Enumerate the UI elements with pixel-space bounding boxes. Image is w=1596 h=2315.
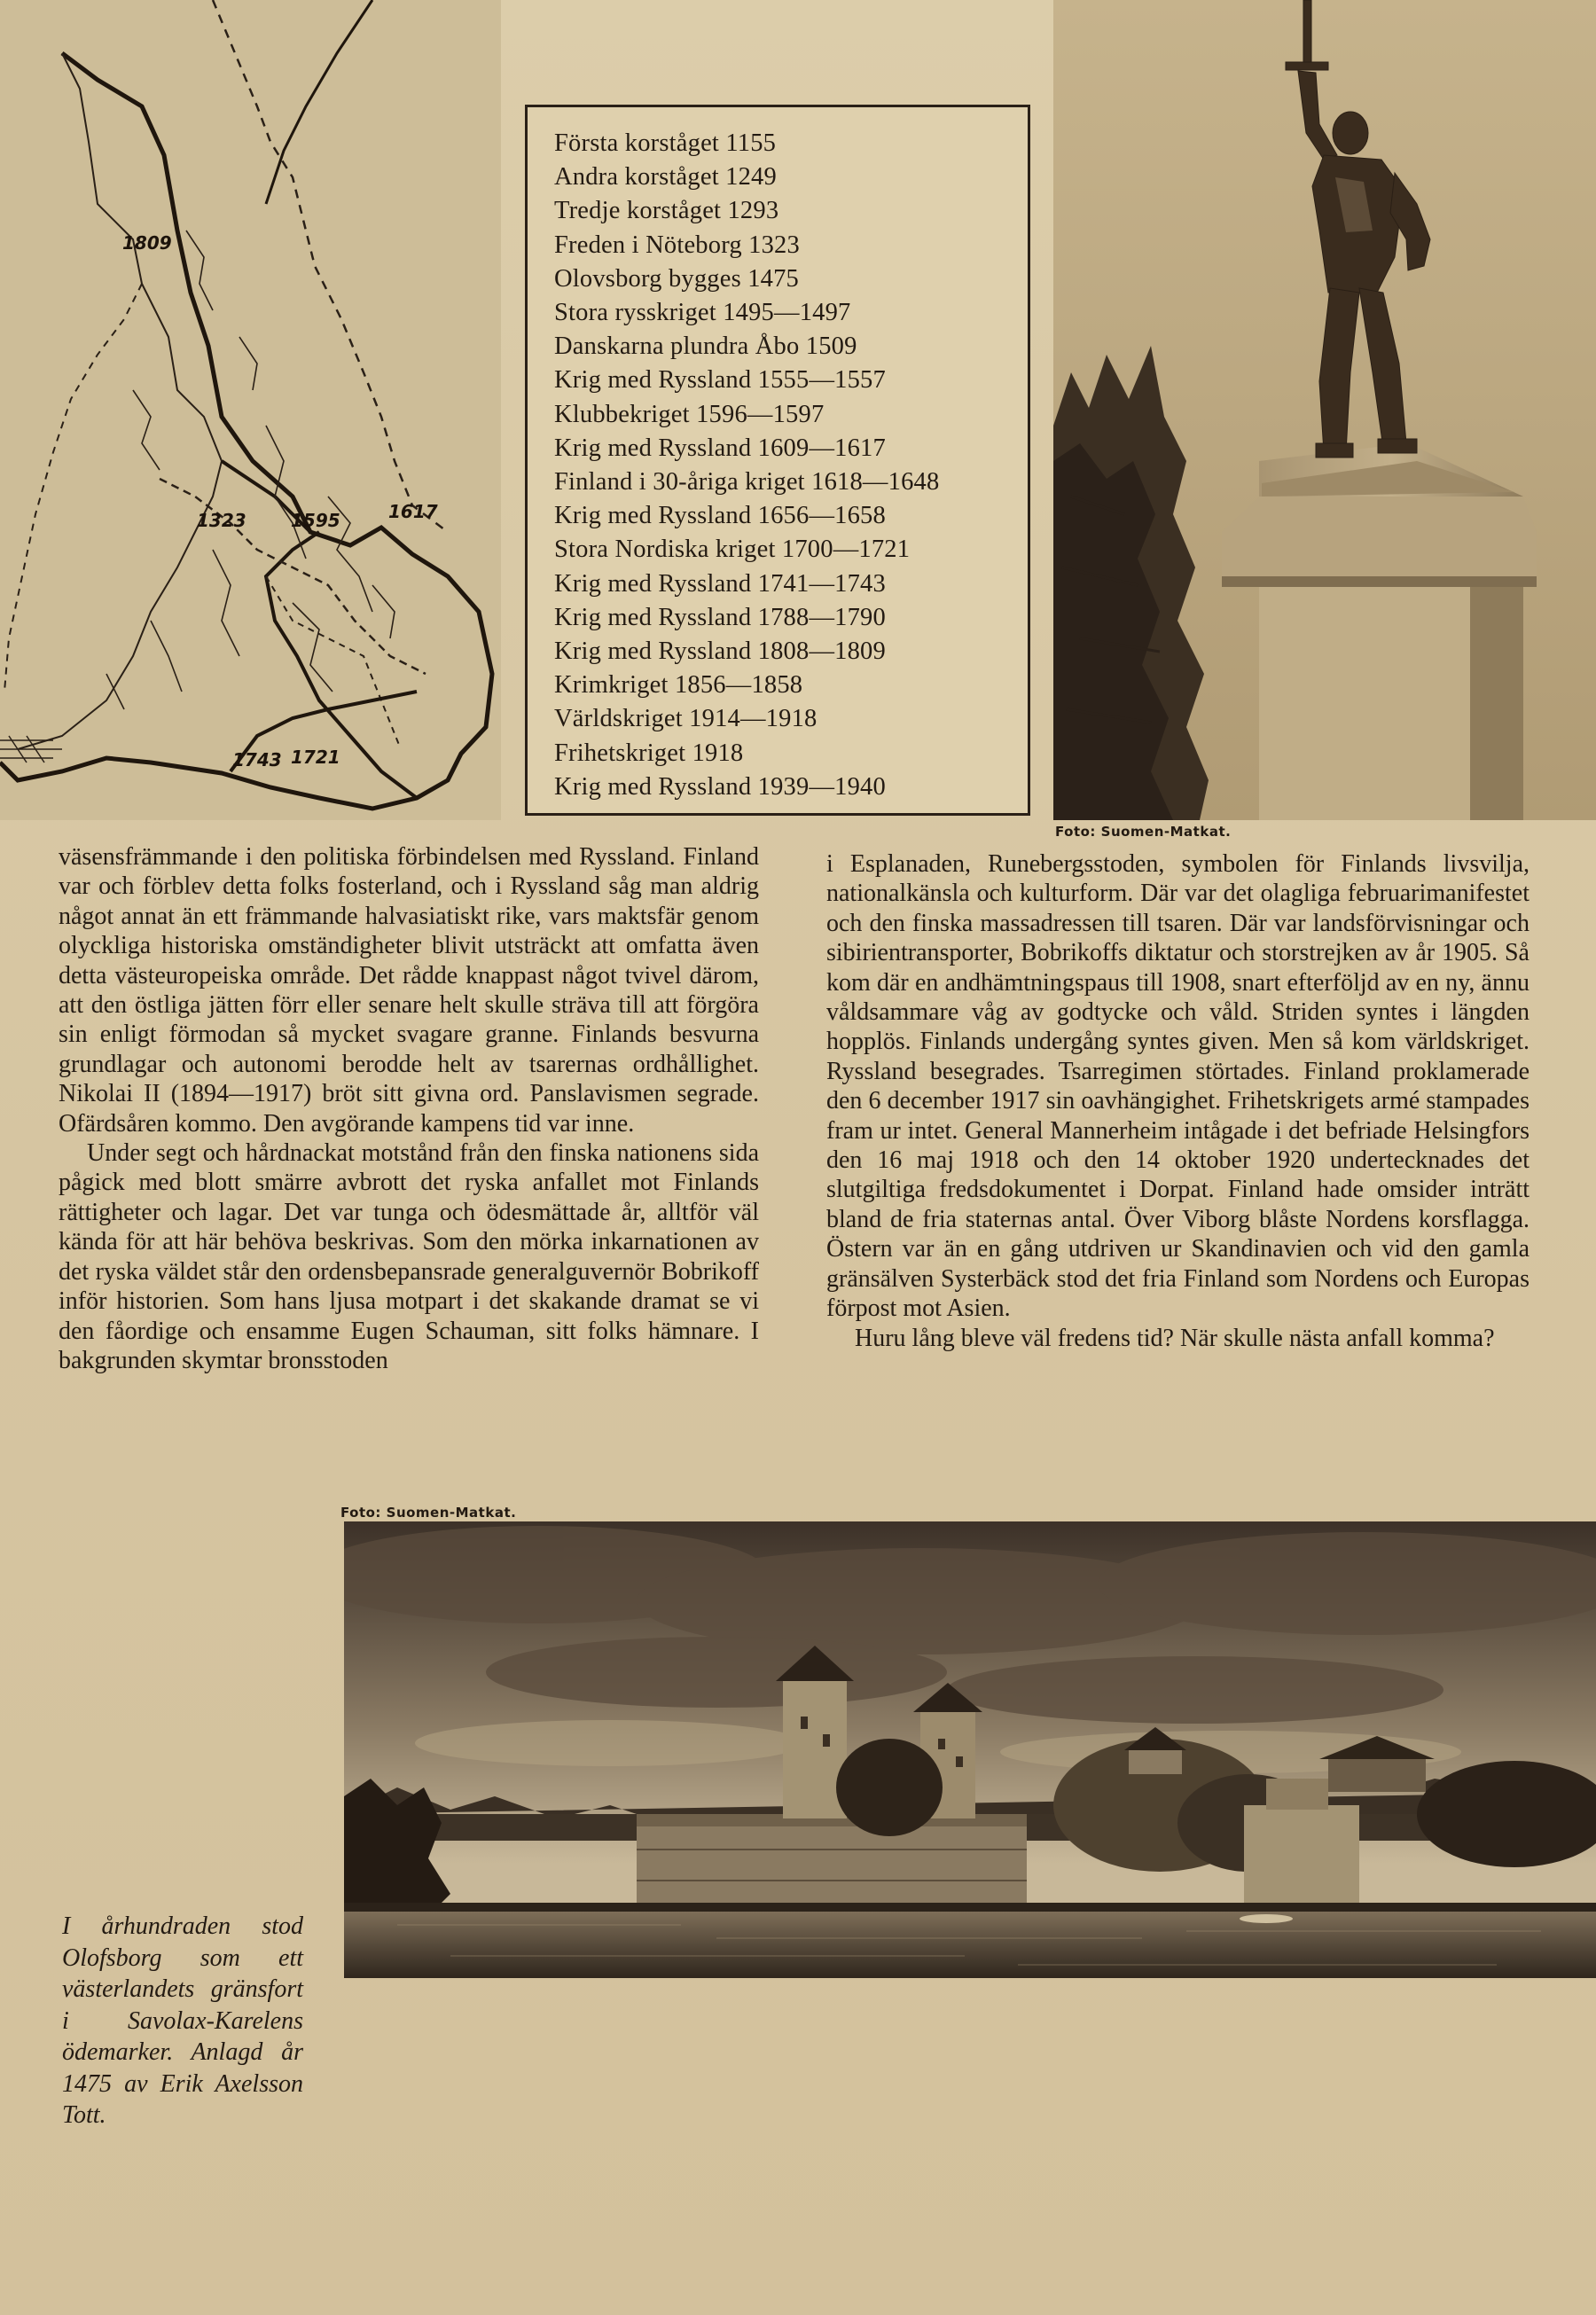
war-chronology-list (528, 107, 1028, 804)
chronology-item: Krig med Ryssland 1808—1809 (554, 637, 886, 666)
chronology-item: Klubbekriget 1596—1597 (554, 400, 825, 428)
caption-text: I århundraden stod Olofsborg som ett västerlandets gränsfort i Savolax-Karelens ödemarker. Anlagd år 1475 av Erik Axelsson Tott. (62, 1912, 303, 2129)
article-column-left (59, 842, 759, 1375)
castle-photo-credit: Foto: Suomen-Matkat. (340, 1505, 517, 1521)
chronology-item: Första korståget 1155 (554, 129, 777, 157)
article-paragraph: Under segt och hårdnackat motstånd från den finska nationens sida pågick med blott smärre avbrott det ryska anfallet mot Finlands rättigheter och lagar. Det var tunga och ödesmättade år, alltför väl kända för att här behöva beskrivas. Som den mörka inkarnationen av det ryska väldet står den ordensbepansrade generalguvernör Bobrikoff inför historien. Som hans ljusa motpart i det skakande dramat se vi den fåordige och ensamme Eugen Schauman, sitt folks hämnare. I bakgrunden skymtar bronsstoden (59, 1139, 759, 1374)
chronology-item: Krig med Ryssland 1788—1790 (554, 603, 886, 631)
chronology-item: Olovsborg bygges 1475 (554, 264, 800, 293)
chronology-item: Stora rysskriget 1495—1497 (554, 299, 851, 327)
chronology-item: Danskarna plundra Åbo 1509 (554, 332, 857, 361)
chronology-item: Krimkriget 1856—1858 (554, 671, 803, 700)
chronology-item: Tredje korståget 1293 (554, 197, 779, 225)
chronology-item: Stora Nordiska kriget 1700—1721 (554, 536, 911, 564)
map-label-1743: 1743 (232, 749, 282, 770)
article-column-right (826, 849, 1530, 1353)
castle-drawing (344, 1521, 1596, 1978)
castle-photo-caption (62, 1911, 303, 2131)
chronology-item: Frihetskriget 1918 (554, 739, 744, 767)
map-label-1617: 1617 (388, 501, 438, 522)
chronology-item: Freden i Nöteborg 1323 (554, 231, 800, 259)
statue-photo-credit-caption: Foto: Suomen-Matkat. (1055, 824, 1232, 840)
map-label-1809: 1809 (122, 232, 172, 254)
map-label-1595: 1595 (291, 510, 340, 531)
map-drawing (0, 0, 501, 820)
war-chronology-box (525, 105, 1030, 816)
chronology-item: Krig med Ryssland 1555—1557 (554, 366, 886, 395)
chronology-item: Världskriget 1914—1918 (554, 705, 818, 733)
article-paragraph: i Esplanaden, Runebergsstoden, symbolen för Finlands livsvilja, nationalkänsla och kulturform. Där var det olagliga februarimanifestet och den finska massadressen till tsaren. Där var landsförvisningar och sibirientransporter, Bobrikoffs diktatur och storstrejken av år 1905. Så kom där en andhämtningspaus till 1908, snart efterföljd av en ny, ännu våldsammare våg av godtycke och våld. Striden syntes i längden hopplös. Finlands undergång syntes given. Men så kom världskriget. Ryssland besegrades. Tsarregimen störtades. Finland proklamerade den 6 december 1917 sin oavhängighet. Frihetskrigets armé stampades fram ur intet. General Mannerheim intågade i det befriade Helsingfors den 16 maj 1918 och den 14 oktober 1920 undertecknades det slutgiltiga fredsdokumentet i Dorpat. Finland hade omsider inträtt bland de fria staternas antal. Över Viborg blåste Nordens korsflagga. Östern var än en gång utdriven ur Skandinavien och vid den gamla gränsälven Systerbäck stod det fria Finland som Nordens och Europas förpost mot Asien. (826, 850, 1530, 1323)
article-paragraph: Huru lång bleve väl fredens tid? När skulle nästa anfall komma? (855, 1324, 1495, 1352)
statue-drawing (1053, 0, 1596, 820)
statue-photo (1053, 0, 1596, 820)
historical-border-map (0, 0, 501, 820)
chronology-item: Krig med Ryssland 1939—1940 (554, 772, 886, 801)
chronology-item: Krig med Ryssland 1656—1658 (554, 502, 886, 530)
castle-photo (344, 1521, 1596, 1978)
chronology-item: Krig med Ryssland 1609—1617 (554, 434, 886, 462)
chronology-item: Finland i 30-åriga kriget 1618—1648 (554, 468, 940, 497)
map-label-1721: 1721 (291, 747, 340, 768)
chronology-item: Krig med Ryssland 1741—1743 (554, 569, 886, 598)
map-label-1323: 1323 (197, 510, 246, 531)
article-paragraph: väsensfrämmande i den politiska förbindelsen med Ryssland. Finland var och förblev detta folks fosterland, och i Ryssland såg man aldrig något annat än ett främmande halvasiatiskt rike, vars maktsfär genom olyckliga historiska omständigheter blivit utsträckt att omfatta även detta västeuropeiska område. Det rådde knappast något tvivel därom, att den östliga jätten förr eller senare helt skulle sträva till att förgöra sin enligt förmodan så mycket svagare granne. Finlands besvurna grundlagar och autonomi berodde helt av tsarernas ordhållighet. Nikolai II (1894—1917) bröt sitt givna ord. Panslavismen segrade. Ofärdsåren kommo. Den avgörande kampens tid var inne. (59, 843, 759, 1138)
chronology-item: Andra korståget 1249 (554, 163, 777, 192)
